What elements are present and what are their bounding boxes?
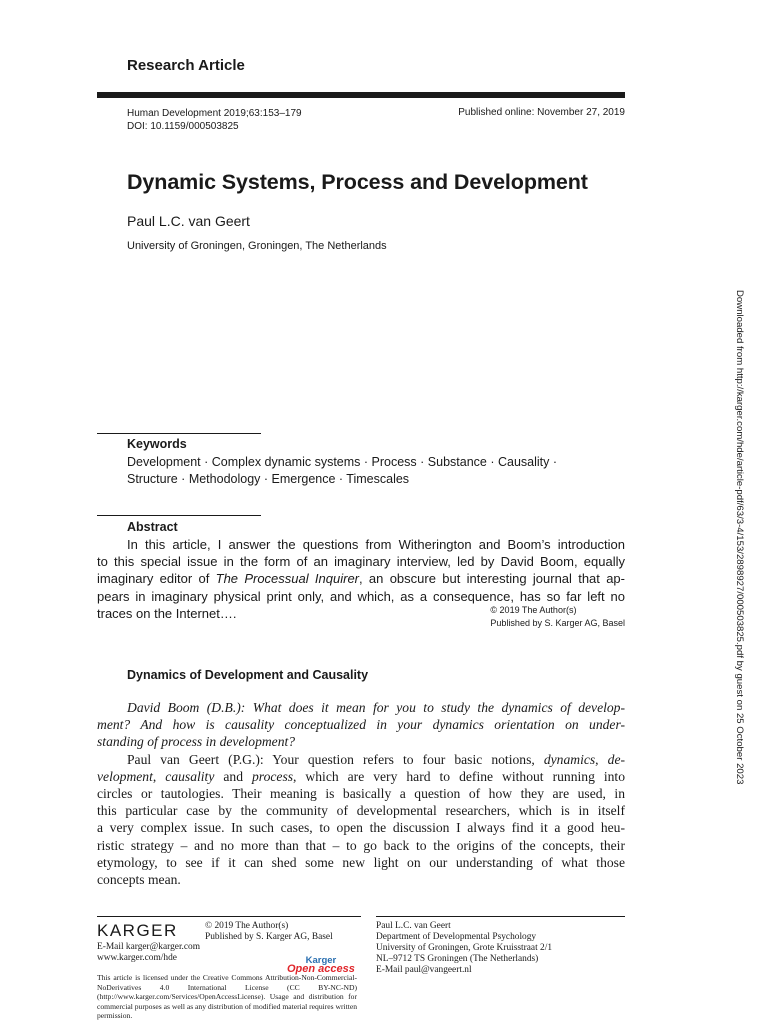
publisher-email[interactable]: E-Mail karger@karger.com [97, 942, 201, 952]
abstract-line: to this special issue in the form of an imaginary interview, led by David Boom, equally [97, 554, 625, 570]
abstract-heading: Abstract [127, 520, 178, 534]
corr-city: NL–9712 TS Groningen (The Netherlands) [376, 954, 539, 964]
answer-text-run: , [152, 768, 166, 784]
download-watermark: Downloaded from http://karger.com/hde/article-pdf/63/3-4/153/2898927/000503825.pdf by guest on 25 October 2023 [734, 290, 745, 785]
question-line: David Boom (D.B.): What does it mean for you to study the dynamics of develop- [127, 700, 625, 715]
answer-line [97, 751, 625, 768]
keywords-rule [97, 433, 261, 434]
footer-rule-right [376, 916, 625, 917]
abstract-line [97, 570, 625, 587]
footer-copyright [205, 921, 333, 943]
license-notice: This article is licensed under the Creative Commons Attribution-Non-Commercial-NoDerivatives 4.0 International License (CC BY-NC-ND) (http://www.karger.com/Services/OpenAccessLicense). Usage and distribution for commercial purposes as well as any distribution of modified material requires written permission. [97, 973, 358, 1021]
corr-department: Department of Developmental Psychology [376, 932, 537, 942]
question-line: standing of process in development? [97, 734, 296, 750]
open-access-logo-bottom: Open access [287, 963, 355, 975]
journal-citation: Human Development 2019;63:153–179 [127, 108, 302, 119]
question-line: ment? And how is causality conceptualized in your dynamics orientation on under- [97, 717, 625, 733]
answer-text-run: Paul van Geert (P.G.): Your question refers to four basic notions, [127, 751, 544, 767]
term-process: process [252, 768, 294, 784]
answer-line: circles or tautologies. Their meaning is basically a question of how they are used, in [97, 786, 625, 802]
answer-line: this particular case by the community of developmental researchers, which is in itself [97, 803, 625, 819]
open-access-logo [287, 956, 355, 974]
keywords-heading: Keywords [127, 437, 187, 451]
answer-line: concepts mean. [97, 872, 181, 888]
keywords-line: Development · Complex dynamic systems · Process · Substance · Causality · [127, 455, 558, 469]
karger-logo: KARGER [97, 921, 178, 940]
header-rule [97, 92, 625, 98]
term-development: velopment [97, 768, 153, 784]
footer-contact [97, 942, 200, 964]
answer-text-run: , which are very hard to define without running into [293, 768, 626, 784]
answer-line: ristic strategy – and no more than that – to go back to the origins of the concepts, their [97, 837, 625, 853]
corr-street: University of Groningen, Grote Kruisstraat 2/1 [376, 943, 553, 953]
footer-rule-left [97, 916, 361, 917]
abstract-line: traces on the Internet…. [97, 605, 237, 621]
corr-email[interactable]: E-Mail paul@vangeert.nl [376, 965, 472, 975]
author-name: Paul L.C. van Geert [127, 213, 250, 229]
doi[interactable]: DOI: 10.1159/000503825 [127, 121, 239, 132]
publication-date: Published online: November 27, 2019 [458, 107, 625, 118]
abstract-rule [97, 515, 261, 516]
keywords-list [127, 454, 607, 488]
section-heading: Dynamics of Development and Causality [127, 668, 369, 682]
journal-website[interactable]: www.karger.com/hde [97, 953, 177, 963]
copyright-line: © 2019 The Author(s) [490, 605, 577, 615]
abstract-line: pears in imaginary physical print only, and which, as a consequence, has so far left no [97, 588, 625, 604]
open-access-logo-top: Karger [305, 955, 337, 966]
abstract-text-run: , an obscure but interesting journal that ap- [359, 571, 625, 587]
footer-publisher-line: Published by S. Karger AG, Basel [205, 932, 333, 942]
term-development: de- [607, 751, 625, 767]
answer-text-run: , [595, 751, 608, 767]
keywords-line: Structure · Methodology · Emergence · Timescales [127, 472, 410, 486]
answer-line: etymology, to see if it can shed some new light on our understanding of what those [97, 854, 625, 870]
body-text [97, 699, 625, 888]
answer-line [97, 768, 625, 785]
term-dynamics: dynamics [543, 751, 596, 767]
journal-name: The Processual Inquirer [215, 571, 360, 587]
abstract-line: In this article, I answer the questions from Witherington and Boom’s introduction [127, 537, 625, 552]
abstract-copyright [490, 604, 625, 629]
footer-copyright-line: © 2019 The Author(s) [205, 921, 289, 931]
answer-text-run: and [214, 768, 252, 784]
publisher-line: Published by S. Karger AG, Basel [490, 617, 625, 628]
abstract-text-run: imaginary editor of [97, 571, 216, 587]
article-title: Dynamic Systems, Process and Development [127, 170, 588, 194]
section-label: Research Article [127, 57, 245, 74]
correspondence-address [376, 921, 552, 976]
author-affiliation: University of Groningen, Groningen, The Netherlands [127, 240, 387, 252]
answer-line: a very complex issue. In such cases, to open the discussion I always find it a good heu- [97, 820, 625, 836]
corr-name: Paul L.C. van Geert [376, 921, 451, 931]
journal-reference [127, 107, 302, 133]
term-causality: causality [165, 768, 215, 784]
